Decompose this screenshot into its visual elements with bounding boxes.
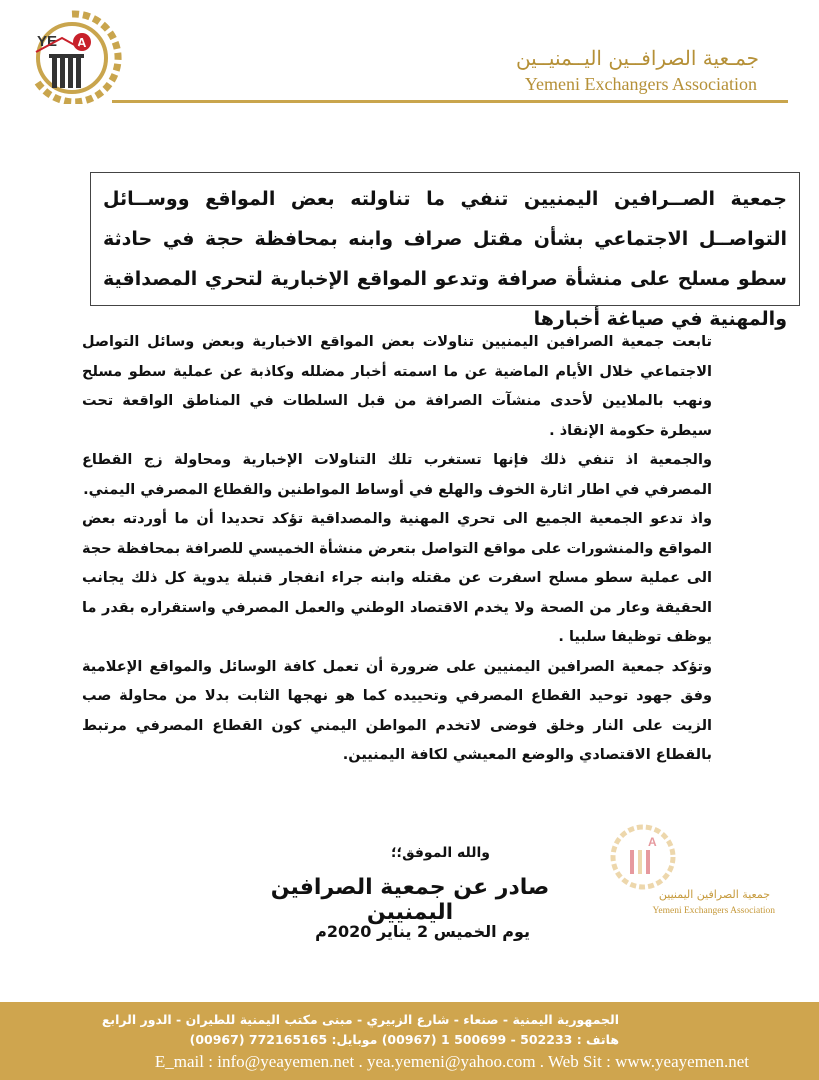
issuer-line: صادر عن جمعية الصرافين اليمنيين <box>270 875 550 925</box>
stamp-text-arabic: جمعية الصرافين اليمنيين <box>658 888 770 901</box>
stamp-text-english: Yemeni Exchangers Association <box>652 906 775 916</box>
footer-web-email: E_mail : info@yeayemen.net . yea.yemeni@yahoo.com . Web Sit : www.yeayemen.net <box>154 1052 749 1071</box>
footer-phones: هاتف : 502233 - 500699 1 (00967) موبايل: 772165165 (00967) <box>189 1032 619 1047</box>
association-logo-icon <box>22 8 122 104</box>
association-name-arabic: جمـعية الصرافــين اليــمنيــين <box>515 46 759 70</box>
statement-body <box>82 328 712 771</box>
svg-text:YE: YE <box>37 33 58 50</box>
svg-text:A: A <box>77 35 87 50</box>
header-divider <box>112 100 788 103</box>
letterhead <box>0 0 819 112</box>
footer-band <box>0 1002 819 1080</box>
body-paragraph: تابعت جمعية الصرافين اليمنيين تناولات بعض المواقع الاخبارية وبعض وسائل التواصل الاجتماعي خلال الأيام الماضية عن ما اسمته أخبار مضلله وكاذبة عن عملية سطو مسلح ونهب بالملايين لأحدى منشآت الصرافة من قبل السلطات في المناطق الواقعة تحت سيطرة حكومة الإنقاذ . <box>82 334 712 439</box>
issue-date: يوم الخميس 2 يناير 2020م <box>315 922 530 941</box>
body-paragraph: واذ تدعو الجمعية الجميع الى تحري المهنية والمصداقية تؤكد تحديدا أن ما أوردته بعض المواقع والمنشورات على مواقع التواصل بتعرض منشأة الخميسي للصرافة بمحافظة حجة الى عملية سطو مسلح اسفرت عن مقتله وابنه جراء انفجار قنبلة يدوية كل ذلك يجانب الحقيقة وعار من الصحة ولا يخدم الاقتصاد الوطني والعمل المصرفي واستقراره بقدر ما يوظف توظيفا سلبيا . <box>82 511 712 645</box>
closing-phrase: والله الموفق؛؛ <box>390 845 490 861</box>
svg-text:A: A <box>648 835 657 849</box>
body-paragraph: والجمعية اذ تنفي ذلك فإنها تستغرب تلك التناولات الإخبارية ومحاولة زج القطاع المصرفي في اطار اثارة الخوف والهلع في أوساط المواطنين والقطاع المصرفي اليمني. <box>82 452 712 498</box>
footer-address: الجمهورية اليمنية - صنعاء - شارع الزبيري - مبنى مكتب اليمنية للطيران - الدور الرابع <box>101 1012 619 1027</box>
statement-title: جمعية الصــرافين اليمنيين تنفي ما تناولته بعض المواقع ووســائل التواصــل الاجتماعي بشأن مقتل صراف وابنه بمحافظة حجة في حادثة سطو مسلح على منشأة صرافة وتدعو المواقع الإخبارية لتحري المصداقية والمهنية في صياغة أخبارها <box>90 172 800 306</box>
body-paragraph: وتؤكد جمعية الصرافين اليمنيين على ضرورة أن تعمل كافة الوسائل والمواقع الإعلامية وفق جهود توحيد القطاع المصرفي وتحييده كما هو نهجها الثابت بدلا من محاولة صب الزيت على النار وخلق فوضى لاتخدم المواطن اليمني كون القطاع المصرفي مرتبط بالقطاع الاقتصادي والوضع المعيشي لكافة اليمنيين. <box>82 658 712 763</box>
association-name-english: Yemeni Exchangers Association <box>524 74 757 94</box>
